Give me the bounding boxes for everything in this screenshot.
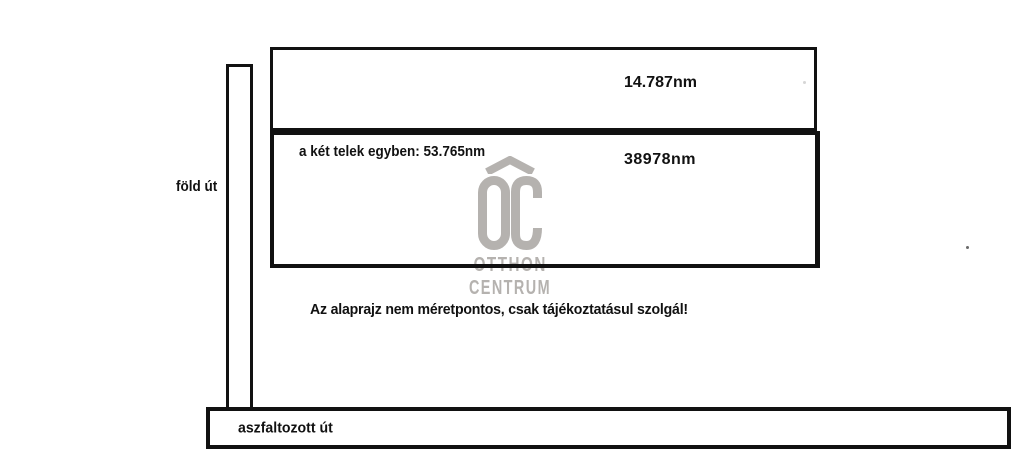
parcel-bottom-area-label: 38978nm [624,151,696,168]
dirt-road-label: föld út [176,178,218,195]
scan-artifact-dot [803,81,806,84]
disclaimer-text: Az alaprajz nem méretpontos, csak tájékoztatásul szolgál! [310,301,688,318]
parcel-top-area-label: 14.787nm [624,74,697,91]
watermark-name-line1: OTTHON [473,254,547,276]
parcel-bottom-shape [270,131,820,268]
scan-artifact-dot [966,246,969,249]
asphalt-road-shape [206,407,1011,449]
dirt-road-shape [226,64,253,408]
watermark-name-line2: CENTRUM [468,277,552,299]
parcel-top-shape [270,47,817,132]
asphalt-road-label: aszfaltozott út [238,419,333,437]
combined-area-label: a két telek egyben: 53.765nm [299,143,486,160]
